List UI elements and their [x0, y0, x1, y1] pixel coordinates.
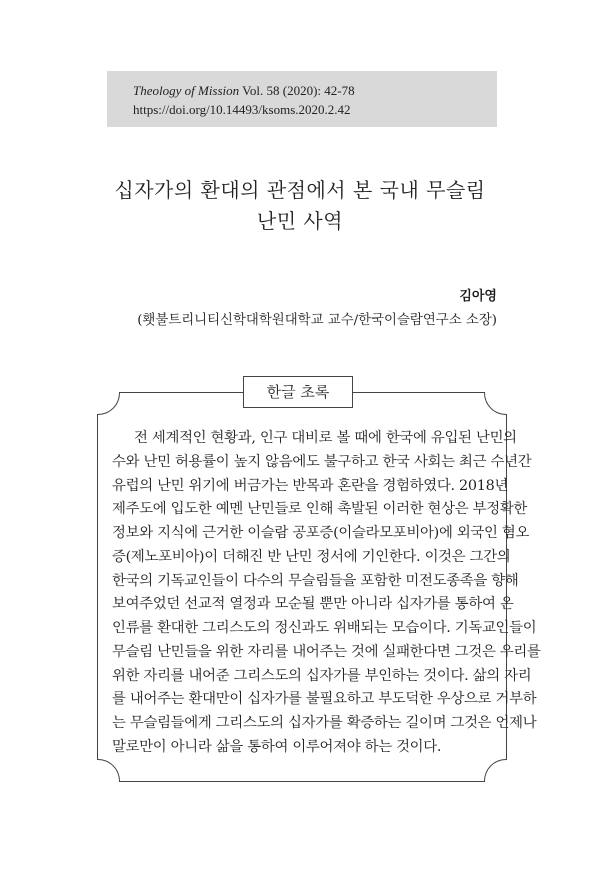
abstract-line: 인류를 환대한 그리스도의 정신과도 위배되는 모습이다. 기독교인들이: [112, 620, 537, 636]
abstract-line: 정보와 지식에 근거한 이슬람 공포증(이슬라모포비아)에 외국인 혐오: [112, 525, 530, 541]
abstract-line: 무슬림 난민들을 위한 자리를 내어주는 것에 실패한다면 그것은 우리를: [112, 643, 541, 660]
journal-name: Theology of Mission: [133, 83, 240, 98]
author-name: 김아영: [459, 289, 497, 304]
frame-corner: [484, 759, 507, 782]
frame-corner: [97, 759, 120, 782]
journal-citation-box: [107, 71, 497, 127]
abstract-line: 한국의 기독교인들이 다수의 무슬림들을 포함한 미전도종족을 향해: [112, 572, 519, 589]
author-affiliation: (횃불트리니티신학대학원대학교 교수/한국이슬람연구소 소장): [137, 313, 497, 328]
abstract-line: 를 내어주는 환대만이 십자가를 불필요하고 부도덕한 우상으로 거부하: [112, 691, 537, 708]
abstract-line: 위한 자리를 내어준 그리스도의 십자가를 부인하는 것이다. 삶의 자리: [112, 667, 532, 684]
abstract-heading: 한글 초록: [243, 376, 353, 408]
abstract-line: 보여주었던 선교적 열정과 모순될 뿐만 아니라 십자가를 통하여 온: [112, 596, 514, 613]
abstract-line: 말로만이 아니라 삶을 통하여 이루어져야 하는 것이다.: [112, 738, 442, 755]
paper-title-line-2: 난민 사역: [256, 209, 344, 233]
journal-citation-line: [133, 81, 497, 100]
abstract-line: 전 세계적인 현황과, 인구 대비로 볼 때에 한국에 유입된 난민의: [134, 430, 517, 446]
doi-link[interactable]: https://doi.org/10.14493/ksoms.2020.2.42: [133, 102, 351, 117]
abstract-line: 유럽의 난민 위기에 버금가는 반목과 혼란을 경험하였다. 2018년: [112, 477, 509, 494]
abstract-line: 는 무슬림들에게 그리스도의 십자가를 확증하는 길이며 그것은 언제나: [112, 715, 537, 731]
abstract-line: 제주도에 입도한 예멘 난민들로 인해 촉발된 이러한 현상은 부정확한: [112, 501, 528, 518]
abstract-body: [112, 427, 541, 760]
frame-corner: [484, 392, 507, 415]
abstract-line: 수와 난민 허용률이 높지 않음에도 불구하고 한국 사회는 최근 수년간: [112, 453, 532, 470]
frame-corner: [97, 392, 120, 415]
paper-title-line-1: 십자가의 환대의 관점에서 본 국내 무슬림: [114, 178, 486, 202]
abstract-line: 증(제노포비아)이 더해진 반 난민 정서에 기인한다. 이것은 그간의: [112, 548, 511, 565]
volume-info: Vol. 58 (2020): 42-78: [239, 83, 355, 98]
